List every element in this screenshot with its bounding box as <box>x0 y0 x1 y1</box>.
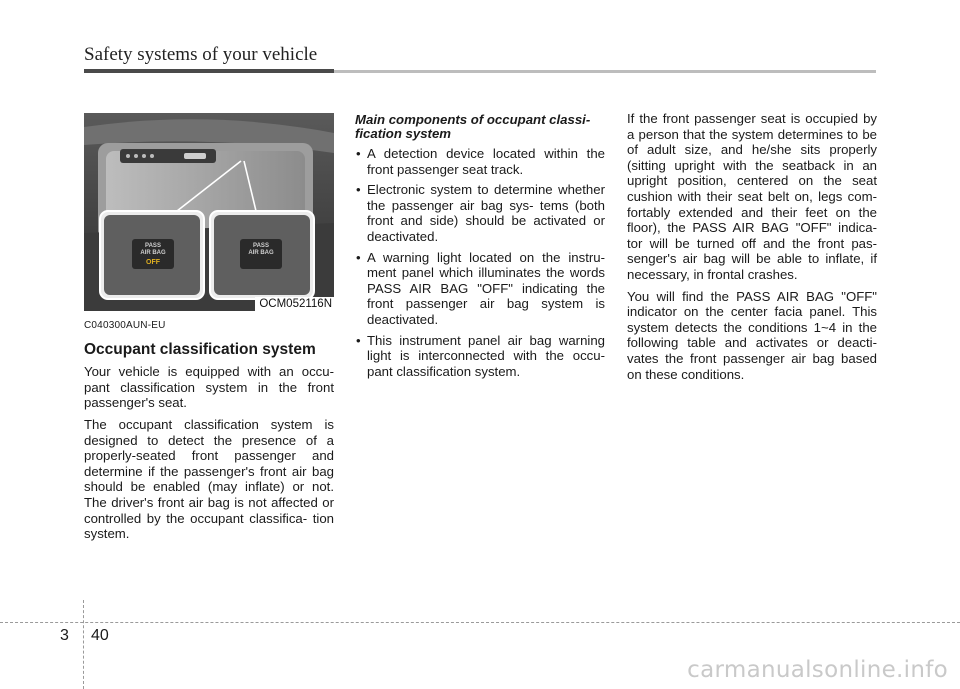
body-paragraph: If the front passenger seat is occupied by a person that the system determines to be of adult size, and he/she sits properly (sitting upright with the seatback in an upright position, centered on the seat cushion with their seat belt on, legs com- fortably extended and their feet on the floor), the PASS AIR BAG "OFF" indica- tor will be turned off and the front pas- senger's air bag will be able to inflate, if necessary, in frontal crashes. <box>627 111 877 282</box>
column-right <box>627 111 877 388</box>
body-paragraph: You will find the PASS AIR BAG "OFF" indicator on the center facia panel. This system detects the conditions 1~4 in the following table and activates or deacti- vates the front passenger air bag based on these conditions. <box>627 288 877 382</box>
chapter-number: 3 <box>60 627 69 644</box>
section-code: C040300AUN-EU <box>84 320 166 331</box>
components-title: Main components of occupant classi- fication system <box>355 112 591 141</box>
footer-rule <box>0 622 960 623</box>
list-item: • A detection device located within the front passenger seat track. <box>355 146 605 177</box>
indicator-left-line2: AIR BAG <box>140 250 166 256</box>
components-list <box>355 146 605 379</box>
column-left <box>84 113 334 548</box>
list-item: • Electronic system to determine whether the passenger air bag sys- tems (both front and side) should be activated or deactivated. <box>355 182 605 244</box>
watermark: carmanualsonline.info <box>687 657 948 683</box>
footer-divider <box>83 600 84 689</box>
page-header-title: Safety systems of your vehicle <box>84 44 318 65</box>
section-paragraph: The occupant classification system is designed to detect the presence of a properly-seated front passenger and determine if the passenger's front air bag should be enabled (may inflate) or not. The driver's front air bag is not affected or controlled by the occupant classifica- tion system. <box>84 416 334 542</box>
column-middle <box>355 113 605 384</box>
figure-code: OCM052116N <box>255 297 334 311</box>
indicator-right-line2: AIR BAG <box>248 250 274 256</box>
indicator-left-state: OFF <box>146 259 160 266</box>
section-title: Occupant classification system <box>84 340 316 358</box>
dashboard-illustration <box>84 113 334 311</box>
list-item: • This instrument panel air bag warning light is interconnected with the occu- pant classification system. <box>355 333 605 380</box>
figure-dashboard-photo <box>84 113 334 311</box>
indicator-left-line1: PASS <box>145 243 161 249</box>
list-item: • A warning light located on the instru- ment panel which illuminates the words PASS AIR BAG "OFF" indicating the front passenger air bag system is deactivated. <box>355 250 605 328</box>
section-paragraph: Your vehicle is equipped with an occu- pant classification system in the front passenger's seat. <box>84 364 334 411</box>
page-number: 40 <box>91 627 109 644</box>
header-rule-accent <box>84 69 334 73</box>
indicator-right-line1: PASS <box>253 243 269 249</box>
